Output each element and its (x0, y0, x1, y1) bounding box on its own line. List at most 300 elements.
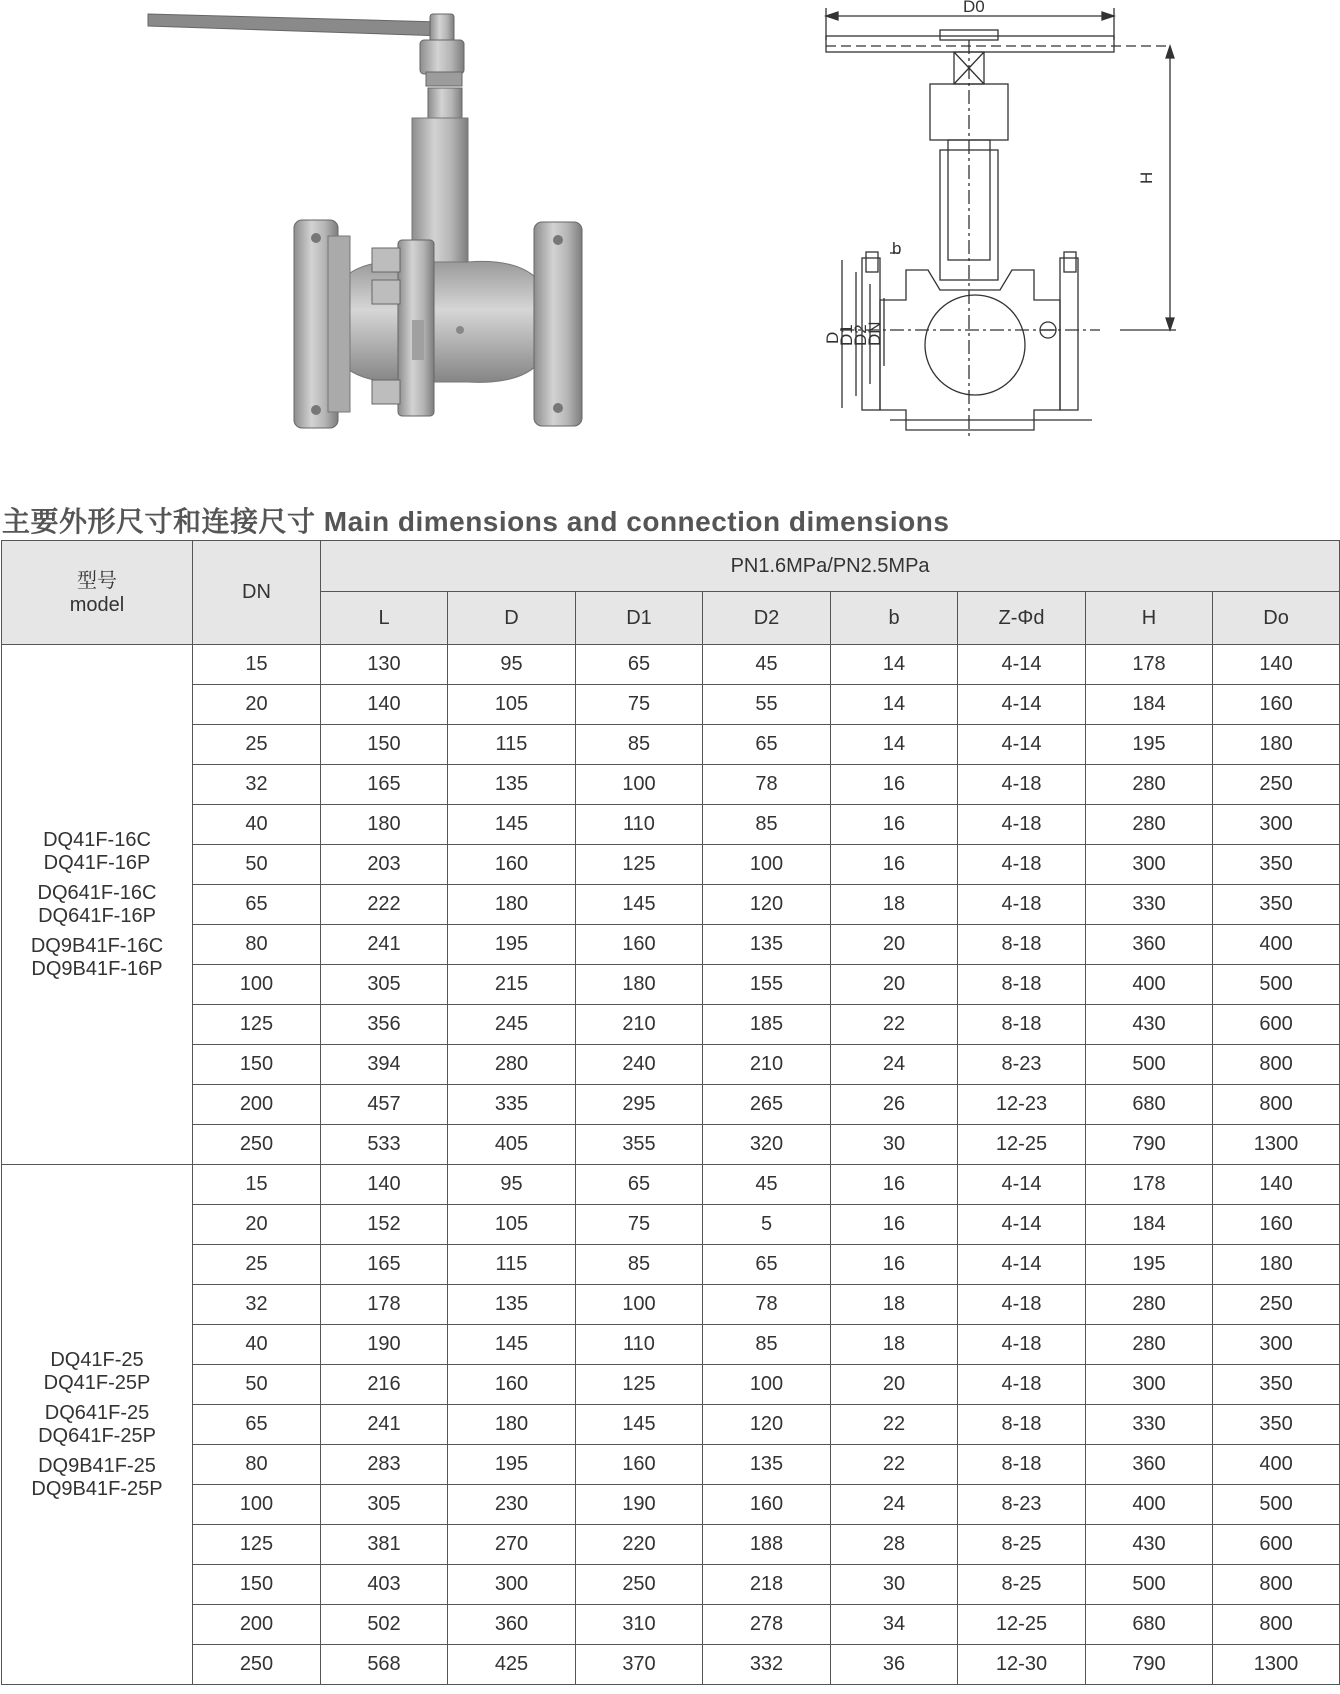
table-cell: 16 (831, 1205, 958, 1245)
table-row (2, 1325, 1340, 1365)
h-label: H (1137, 171, 1156, 184)
table-cell: 180 (1213, 1245, 1340, 1285)
table-cell: 300 (1213, 1325, 1340, 1365)
table-cell: 110 (576, 805, 703, 845)
table-cell: 425 (448, 1645, 576, 1685)
table-cell: 280 (1086, 1325, 1213, 1365)
table-row (2, 1405, 1340, 1445)
model-name: DQ9B41F-25P (31, 1477, 163, 1500)
table-cell: 78 (703, 765, 831, 805)
table-cell: 4-18 (958, 1285, 1086, 1325)
table-cell: 120 (703, 1405, 831, 1445)
table-cell: 394 (321, 1045, 448, 1085)
table-cell: 295 (576, 1085, 703, 1125)
dn-cell: 100 (193, 965, 321, 1005)
table-cell: 125 (576, 845, 703, 885)
table-cell: 403 (321, 1565, 448, 1605)
table-cell: 140 (1213, 1165, 1340, 1205)
dn-cell: 15 (193, 1165, 321, 1205)
table-cell: 4-18 (958, 765, 1086, 805)
table-cell: 12-25 (958, 1125, 1086, 1165)
table-cell: 350 (1213, 845, 1340, 885)
table-row (2, 1125, 1340, 1165)
table-cell: 135 (448, 1285, 576, 1325)
table-cell: 8-25 (958, 1565, 1086, 1605)
table-cell: 332 (703, 1645, 831, 1685)
table-cell: 26 (831, 1085, 958, 1125)
table-row (2, 1605, 1340, 1645)
table-row (2, 1445, 1340, 1485)
table-cell: 184 (1086, 685, 1213, 725)
dn-cell: 125 (193, 1005, 321, 1045)
table-row (2, 1565, 1340, 1605)
dn-cell: 125 (193, 1525, 321, 1565)
table-cell: 1300 (1213, 1125, 1340, 1165)
table-cell: 330 (1086, 1405, 1213, 1445)
table-cell: 178 (1086, 1165, 1213, 1205)
table-cell: 600 (1213, 1005, 1340, 1045)
table-cell: 85 (576, 1245, 703, 1285)
d0-label: D0 (963, 0, 985, 16)
table-cell: 215 (448, 965, 576, 1005)
table-cell: 18 (831, 1325, 958, 1365)
table-cell: 180 (321, 805, 448, 845)
table-cell: 160 (448, 845, 576, 885)
table-cell: 305 (321, 965, 448, 1005)
dn-cell: 20 (193, 1205, 321, 1245)
dn-label: DN (865, 321, 884, 346)
table-cell: 135 (703, 1445, 831, 1485)
table-cell: 178 (321, 1285, 448, 1325)
table-cell: 5 (703, 1205, 831, 1245)
valve-illustration (0, 0, 1340, 470)
table-cell: 14 (831, 645, 958, 685)
table-cell: 185 (703, 1005, 831, 1045)
table-cell: 400 (1086, 965, 1213, 1005)
dn-cell: 25 (193, 725, 321, 765)
table-cell: 95 (448, 1165, 576, 1205)
table-cell: 145 (576, 885, 703, 925)
table-cell: 270 (448, 1525, 576, 1565)
table-cell: 800 (1213, 1085, 1340, 1125)
section-title: 主要外形尺寸和连接尺寸 Main dimensions and connection dimensions (2, 506, 950, 537)
table-cell: 218 (703, 1565, 831, 1605)
table-cell: 180 (576, 965, 703, 1005)
table-cell: 305 (321, 1485, 448, 1525)
table-cell: 216 (321, 1365, 448, 1405)
dn-cell: 100 (193, 1485, 321, 1525)
table-cell: 800 (1213, 1605, 1340, 1645)
model-name: DQ41F-16C (43, 828, 151, 851)
table-cell: 300 (448, 1565, 576, 1605)
table-cell: 241 (321, 925, 448, 965)
dn-cell: 25 (193, 1245, 321, 1285)
table-cell: 125 (576, 1365, 703, 1405)
table-cell: 370 (576, 1645, 703, 1685)
table-cell: 335 (448, 1085, 576, 1125)
table-cell: 330 (1086, 885, 1213, 925)
table-cell: 4-14 (958, 1245, 1086, 1285)
table-cell: 184 (1086, 1205, 1213, 1245)
table-row (2, 805, 1340, 845)
table-cell: 14 (831, 685, 958, 725)
table-cell: 400 (1086, 1485, 1213, 1525)
table-cell: 300 (1086, 1365, 1213, 1405)
d1-label: D1 (837, 324, 856, 346)
table-cell: 75 (576, 1205, 703, 1245)
table-row (2, 1525, 1340, 1565)
table-cell: 120 (703, 885, 831, 925)
table-cell: 310 (576, 1605, 703, 1645)
header-model-cn: 型号 (77, 569, 117, 592)
table-cell: 115 (448, 1245, 576, 1285)
table-cell: 790 (1086, 1125, 1213, 1165)
table-cell: 400 (1213, 925, 1340, 965)
table-cell: 350 (1213, 885, 1340, 925)
dn-cell: 80 (193, 925, 321, 965)
model-group (2, 1455, 192, 1501)
table-cell: 265 (703, 1085, 831, 1125)
table-cell: 8-23 (958, 1485, 1086, 1525)
d2-label: D2 (851, 324, 870, 346)
table-cell: 300 (1213, 805, 1340, 845)
model-cell (2, 1165, 193, 1685)
table-cell: 160 (576, 925, 703, 965)
table-cell: 250 (576, 1565, 703, 1605)
b-label: b (892, 239, 902, 258)
table-body (2, 645, 1340, 1685)
table-cell: 8-18 (958, 1405, 1086, 1445)
table-cell: 356 (321, 1005, 448, 1045)
table-cell: 65 (703, 725, 831, 765)
table-cell: 360 (1086, 1445, 1213, 1485)
table-cell: 800 (1213, 1045, 1340, 1085)
table-cell: 110 (576, 1325, 703, 1365)
table-cell: 280 (1086, 765, 1213, 805)
model-group (2, 935, 192, 981)
table-cell: 240 (576, 1045, 703, 1085)
dn-cell: 150 (193, 1565, 321, 1605)
dn-cell: 32 (193, 765, 321, 805)
table-cell: 4-18 (958, 845, 1086, 885)
dn-cell: 65 (193, 885, 321, 925)
table-cell: 4-14 (958, 725, 1086, 765)
table-cell: 20 (831, 1365, 958, 1405)
table-cell: 502 (321, 1605, 448, 1645)
table-row (2, 885, 1340, 925)
table-cell: 405 (448, 1125, 576, 1165)
table-row (2, 1205, 1340, 1245)
table-cell: 115 (448, 725, 576, 765)
table-row (2, 1085, 1340, 1125)
table-cell: 140 (321, 1165, 448, 1205)
table-cell: 8-18 (958, 1445, 1086, 1485)
table-cell: 45 (703, 645, 831, 685)
table-cell: 430 (1086, 1525, 1213, 1565)
model-name: DQ641F-25P (38, 1424, 156, 1447)
table-cell: 78 (703, 1285, 831, 1325)
table-cell: 160 (1213, 685, 1340, 725)
d-label: D (823, 331, 842, 344)
table-cell: 160 (1213, 1205, 1340, 1245)
header-pressure: PN1.6MPa/PN2.5MPa (321, 541, 1340, 592)
dn-cell: 250 (193, 1125, 321, 1165)
table-cell: 180 (448, 1405, 576, 1445)
table-cell: 8-25 (958, 1525, 1086, 1565)
table-cell: 34 (831, 1605, 958, 1645)
table-cell: 8-18 (958, 925, 1086, 965)
table-cell: 55 (703, 685, 831, 725)
table-cell: 140 (321, 685, 448, 725)
table-cell: 100 (703, 1365, 831, 1405)
dn-cell: 65 (193, 1405, 321, 1445)
table-cell: 75 (576, 685, 703, 725)
table-cell: 320 (703, 1125, 831, 1165)
model-name: DQ41F-25P (43, 1371, 151, 1394)
model-group (2, 882, 192, 928)
table-cell: 680 (1086, 1605, 1213, 1645)
dn-cell: 20 (193, 685, 321, 725)
dn-cell: 50 (193, 1365, 321, 1405)
table-cell: 16 (831, 765, 958, 805)
table-cell: 85 (703, 805, 831, 845)
dn-cell: 50 (193, 845, 321, 885)
table-cell: 430 (1086, 1005, 1213, 1045)
table-cell: 24 (831, 1045, 958, 1085)
table-cell: 100 (703, 845, 831, 885)
table-cell: 4-18 (958, 1365, 1086, 1405)
model-name: DQ641F-16P (38, 904, 156, 927)
table-cell: 4-18 (958, 885, 1086, 925)
table-cell: 8-23 (958, 1045, 1086, 1085)
header-dn: DN (193, 541, 321, 645)
table-cell: 350 (1213, 1405, 1340, 1445)
table-cell: 140 (1213, 645, 1340, 685)
table-cell: 16 (831, 1245, 958, 1285)
table-cell: 105 (448, 685, 576, 725)
table-cell: 28 (831, 1525, 958, 1565)
table-cell: 22 (831, 1005, 958, 1045)
header-col: D1 (576, 592, 703, 645)
dn-cell: 250 (193, 1645, 321, 1685)
table-row (2, 765, 1340, 805)
table-cell: 680 (1086, 1085, 1213, 1125)
header-col: Do (1213, 592, 1340, 645)
table-cell: 568 (321, 1645, 448, 1685)
table-cell: 65 (576, 1165, 703, 1205)
table-cell: 178 (1086, 645, 1213, 685)
table-cell: 16 (831, 1165, 958, 1205)
table-cell: 22 (831, 1445, 958, 1485)
table-cell: 195 (448, 925, 576, 965)
table-cell: 180 (448, 885, 576, 925)
table-cell: 4-14 (958, 685, 1086, 725)
table-row (2, 845, 1340, 885)
model-name: DQ9B41F-16C (30, 934, 164, 957)
table-cell: 280 (448, 1045, 576, 1085)
table-cell: 195 (448, 1445, 576, 1485)
table-cell: 18 (831, 885, 958, 925)
table-cell: 95 (448, 645, 576, 685)
dn-cell: 15 (193, 645, 321, 685)
table-cell: 210 (576, 1005, 703, 1045)
table-cell: 14 (831, 725, 958, 765)
table-cell: 800 (1213, 1565, 1340, 1605)
table-cell: 457 (321, 1085, 448, 1125)
table-cell: 16 (831, 805, 958, 845)
table-cell: 160 (703, 1485, 831, 1525)
table-cell: 155 (703, 965, 831, 1005)
header-col: H (1086, 592, 1213, 645)
table-cell: 245 (448, 1005, 576, 1045)
table-cell: 30 (831, 1125, 958, 1165)
dn-cell: 150 (193, 1045, 321, 1085)
table-cell: 36 (831, 1645, 958, 1685)
table-cell: 300 (1086, 845, 1213, 885)
table-row (2, 965, 1340, 1005)
model-name: DQ41F-16P (43, 851, 151, 874)
table-cell: 355 (576, 1125, 703, 1165)
table-cell: 24 (831, 1485, 958, 1525)
table-cell: 30 (831, 1565, 958, 1605)
table-cell: 135 (448, 765, 576, 805)
table-cell: 400 (1213, 1445, 1340, 1485)
model-name: DQ9B41F-16P (31, 957, 163, 980)
model-group (2, 1402, 192, 1448)
table-row (2, 685, 1340, 725)
model-name: DQ641F-16C (37, 881, 157, 904)
table-cell: 4-14 (958, 645, 1086, 685)
header-model-en: model (69, 593, 125, 616)
table-cell: 360 (1086, 925, 1213, 965)
table-row (2, 1245, 1340, 1285)
dimensions-table (1, 540, 1340, 1685)
model-group (2, 829, 192, 875)
dn-cell: 40 (193, 805, 321, 845)
table-row (2, 1645, 1340, 1685)
dn-cell: 80 (193, 1445, 321, 1485)
table-cell: 280 (1086, 805, 1213, 845)
table-cell: 100 (576, 765, 703, 805)
table-cell: 165 (321, 765, 448, 805)
dn-cell: 200 (193, 1085, 321, 1125)
table-cell: 18 (831, 1285, 958, 1325)
table-cell: 250 (1213, 765, 1340, 805)
valve-photo (148, 14, 582, 428)
table-cell: 8-18 (958, 965, 1086, 1005)
table-cell: 500 (1213, 1485, 1340, 1525)
table-cell: 165 (321, 1245, 448, 1285)
header-col: L (321, 592, 448, 645)
model-cell (2, 645, 193, 1165)
table-row (2, 1165, 1340, 1205)
table-cell: 85 (576, 725, 703, 765)
table-row (2, 645, 1340, 685)
table-cell: 4-14 (958, 1205, 1086, 1245)
table-cell: 600 (1213, 1525, 1340, 1565)
valve-drawing (826, 8, 1176, 440)
table-cell: 145 (576, 1405, 703, 1445)
table-cell: 135 (703, 925, 831, 965)
table-cell: 65 (703, 1245, 831, 1285)
table-cell: 160 (576, 1445, 703, 1485)
table-cell: 1300 (1213, 1645, 1340, 1685)
table-cell: 12-30 (958, 1645, 1086, 1685)
table-cell: 180 (1213, 725, 1340, 765)
table-cell: 22 (831, 1405, 958, 1445)
table-row (2, 1045, 1340, 1085)
table-cell: 100 (576, 1285, 703, 1325)
table-cell: 222 (321, 885, 448, 925)
table-cell: 188 (703, 1525, 831, 1565)
table-cell: 20 (831, 925, 958, 965)
table-cell: 280 (1086, 1285, 1213, 1325)
table-cell: 160 (448, 1365, 576, 1405)
model-group (2, 1349, 192, 1395)
table-cell: 12-25 (958, 1605, 1086, 1645)
table-cell: 85 (703, 1325, 831, 1365)
table-cell: 533 (321, 1125, 448, 1165)
table-cell: 8-18 (958, 1005, 1086, 1045)
header-col: D2 (703, 592, 831, 645)
table-cell: 4-14 (958, 1165, 1086, 1205)
table-cell: 210 (703, 1045, 831, 1085)
dn-cell: 200 (193, 1605, 321, 1645)
table-cell: 150 (321, 725, 448, 765)
table-row (2, 1365, 1340, 1405)
table-cell: 500 (1086, 1565, 1213, 1605)
table-cell: 360 (448, 1605, 576, 1645)
header-col: b (831, 592, 958, 645)
table-cell: 241 (321, 1405, 448, 1445)
table-cell: 203 (321, 845, 448, 885)
table-cell: 195 (1086, 1245, 1213, 1285)
table-cell: 105 (448, 1205, 576, 1245)
table-cell: 45 (703, 1165, 831, 1205)
table-cell: 283 (321, 1445, 448, 1485)
table-cell: 152 (321, 1205, 448, 1245)
table-cell: 381 (321, 1525, 448, 1565)
table-cell: 16 (831, 845, 958, 885)
table-cell: 145 (448, 1325, 576, 1365)
table-cell: 230 (448, 1485, 576, 1525)
table-cell: 220 (576, 1525, 703, 1565)
table-cell: 145 (448, 805, 576, 845)
table-cell: 195 (1086, 725, 1213, 765)
table-row (2, 925, 1340, 965)
header-col: D (448, 592, 576, 645)
table-cell: 350 (1213, 1365, 1340, 1405)
table-cell: 130 (321, 645, 448, 685)
model-name: DQ9B41F-25 (38, 1454, 156, 1477)
table-cell: 65 (576, 645, 703, 685)
model-name: DQ641F-25 (44, 1401, 150, 1424)
table-cell: 500 (1213, 965, 1340, 1005)
table-cell: 278 (703, 1605, 831, 1645)
table-row (2, 725, 1340, 765)
table-cell: 190 (576, 1485, 703, 1525)
table-row (2, 1285, 1340, 1325)
dn-cell: 40 (193, 1325, 321, 1365)
table-cell: 4-18 (958, 805, 1086, 845)
header-col: Z-Φd (958, 592, 1086, 645)
table-row (2, 1005, 1340, 1045)
table-cell: 12-23 (958, 1085, 1086, 1125)
table-cell: 190 (321, 1325, 448, 1365)
table-cell: 250 (1213, 1285, 1340, 1325)
table-cell: 500 (1086, 1045, 1213, 1085)
dn-cell: 32 (193, 1285, 321, 1325)
